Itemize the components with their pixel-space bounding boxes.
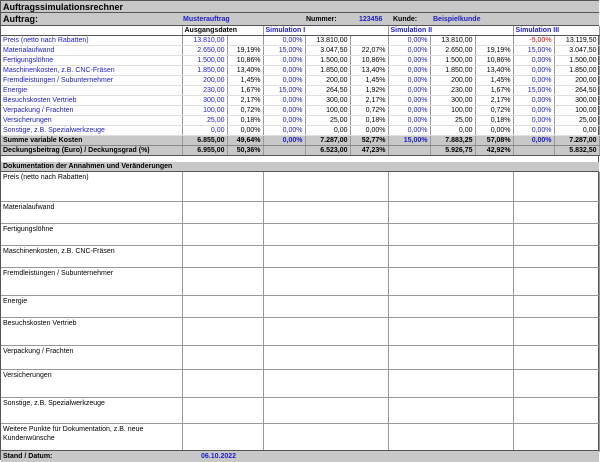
- cell-base-pct: 1,45%: [227, 76, 263, 86]
- cell-s2-pct[interactable]: 0,00%: [388, 86, 430, 96]
- cell-s3-pct[interactable]: 15,00%: [513, 46, 554, 56]
- doc-note-cell[interactable]: [182, 295, 263, 317]
- cell-s3-pct[interactable]: 0,00%: [513, 96, 554, 106]
- cell-label: Fremdleistungen / Subunternehmer: [1, 76, 182, 86]
- cell-s3-val: 1.850,00: [554, 66, 599, 76]
- cell-base-pct: [227, 36, 263, 46]
- doc-row: [1, 267, 599, 295]
- doc-item-label[interactable]: Fremdleistungen / Subunternehmer: [1, 267, 182, 295]
- db-base-pct: 50,36%: [227, 146, 263, 156]
- cell-s1-val: 264,50: [305, 86, 350, 96]
- doc-note-cell[interactable]: [182, 397, 263, 423]
- cell-label: Energie: [1, 86, 182, 96]
- header-simulation-1: Simulation I: [263, 26, 388, 36]
- cell-base[interactable]: 1.850,00: [182, 66, 227, 76]
- cell-label: Maschinenkosten, z.B. CNC-Fräsen: [1, 66, 182, 76]
- doc-note-cell[interactable]: [263, 397, 388, 423]
- cell-s2-val: 0,00: [430, 126, 475, 136]
- header-empty: [1, 26, 182, 36]
- cell-s2-pct[interactable]: 0,00%: [388, 66, 430, 76]
- header-simulation-3: Simulation III: [513, 26, 599, 36]
- cell-s2-pct[interactable]: 0,00%: [388, 96, 430, 106]
- cell-s2-share: 19,19%: [475, 46, 513, 56]
- sum-s1-val: 7.287,00: [305, 136, 350, 146]
- doc-note-cell[interactable]: [513, 201, 599, 223]
- nummer-value[interactable]: 123456: [359, 16, 383, 23]
- header-ausgangsdaten: Ausgangsdaten: [182, 26, 263, 36]
- cell-s3-pct[interactable]: -5,00%: [513, 36, 554, 46]
- cell-s1-share: 1,45%: [350, 76, 388, 86]
- cell-s2-pct[interactable]: 0,00%: [388, 116, 430, 126]
- cell-s2-share: 0,18%: [475, 116, 513, 126]
- doc-row: [1, 295, 599, 317]
- db-s2-empty: [388, 146, 430, 156]
- contribution-margin-row: [1, 146, 599, 156]
- cell-s1-share: 13,40%: [350, 66, 388, 76]
- cell-s2-share: 13,40%: [475, 66, 513, 76]
- cell-s2-share: 0,00%: [475, 126, 513, 136]
- cell-s3-val: 25,00: [554, 116, 599, 126]
- column-header-row: [1, 26, 599, 36]
- cell-s1-pct[interactable]: 0,00%: [263, 36, 305, 46]
- footer-date[interactable]: 06.10.2022: [201, 453, 237, 460]
- table-row: [1, 36, 599, 46]
- doc-note-cell[interactable]: [513, 317, 599, 345]
- doc-note-cell[interactable]: [182, 245, 263, 267]
- doc-note-cell[interactable]: [513, 295, 599, 317]
- table-row: [1, 106, 599, 116]
- doc-note-cell[interactable]: [182, 345, 263, 369]
- cell-s3-pct[interactable]: 0,00%: [513, 116, 554, 126]
- cell-s3-val: 200,00: [554, 76, 599, 86]
- cell-s2-val: 300,00: [430, 96, 475, 106]
- doc-note-cell[interactable]: [388, 397, 513, 423]
- cell-label: Materialaufwand: [1, 46, 182, 56]
- cell-s1-pct[interactable]: 0,00%: [263, 96, 305, 106]
- doc-item-label[interactable]: Materialaufwand: [1, 201, 182, 223]
- cell-s2-pct[interactable]: 0,00%: [388, 106, 430, 116]
- sum-s2-val: 7.883,25: [430, 136, 475, 146]
- doc-row: [1, 369, 599, 397]
- cell-s1-val: 1.500,00: [305, 56, 350, 66]
- doc-note-cell[interactable]: [263, 423, 388, 451]
- doc-row: [1, 423, 599, 451]
- doc-row: [1, 223, 599, 245]
- doc-note-cell[interactable]: [263, 223, 388, 245]
- cell-s2-val: 230,00: [430, 86, 475, 96]
- cell-base-pct: 10,86%: [227, 56, 263, 66]
- db-s2-share: 42,92%: [475, 146, 513, 156]
- doc-note-cell[interactable]: [182, 369, 263, 397]
- doc-note-cell[interactable]: [388, 317, 513, 345]
- doc-note-cell[interactable]: [388, 172, 513, 201]
- cell-base[interactable]: 230,00: [182, 86, 227, 96]
- documentation-table: [1, 172, 600, 452]
- cell-base[interactable]: 200,00: [182, 76, 227, 86]
- cell-s2-val: 25,00: [430, 116, 475, 126]
- doc-row: [1, 245, 599, 267]
- table-row: [1, 126, 599, 136]
- cell-base-pct: 2,17%: [227, 96, 263, 106]
- cell-base-pct: 1,67%: [227, 86, 263, 96]
- cell-base[interactable]: 300,00: [182, 96, 227, 106]
- cell-s2-val: 100,00: [430, 106, 475, 116]
- doc-note-cell[interactable]: [182, 423, 263, 451]
- cell-label: Besuchskosten Vertrieb: [1, 96, 182, 106]
- cell-s1-val: 300,00: [305, 96, 350, 106]
- cell-base[interactable]: 1.500,00: [182, 56, 227, 66]
- cell-base[interactable]: 2.650,00: [182, 46, 227, 56]
- cell-s1-pct[interactable]: 0,00%: [263, 76, 305, 86]
- doc-note-cell[interactable]: [263, 267, 388, 295]
- doc-item-label[interactable]: Sonstige, z.B. Spezialwerkzeuge: [1, 397, 182, 423]
- doc-note-cell[interactable]: [182, 317, 263, 345]
- auftrag-label: Auftrag:: [3, 14, 38, 24]
- doc-note-cell[interactable]: [263, 317, 388, 345]
- cell-s3-val: 0,00: [554, 126, 599, 136]
- sum-s2-pct: 15,00%: [388, 136, 430, 146]
- cell-s2-share: 2,17%: [475, 96, 513, 106]
- db-s1-share: 47,23%: [350, 146, 388, 156]
- kunde-value[interactable]: Beispielkunde: [433, 16, 481, 23]
- doc-note-cell[interactable]: [182, 201, 263, 223]
- cell-s3-val: 1.500,00: [554, 56, 599, 66]
- cell-s1-pct[interactable]: 15,00%: [263, 86, 305, 96]
- doc-note-cell[interactable]: [263, 345, 388, 369]
- cell-s2-share: 0,72%: [475, 106, 513, 116]
- cell-s1-share: 0,00%: [350, 126, 388, 136]
- doc-note-cell[interactable]: [388, 201, 513, 223]
- db-s3-empty: [513, 146, 554, 156]
- cell-s1-val: 100,00: [305, 106, 350, 116]
- doc-row: [1, 397, 599, 423]
- doc-note-cell[interactable]: [182, 172, 263, 201]
- cell-s3-val: 264,50: [554, 86, 599, 96]
- doc-note-cell[interactable]: [388, 345, 513, 369]
- cell-s1-share: 0,72%: [350, 106, 388, 116]
- doc-row: [1, 345, 599, 369]
- cell-s1-val: 3.047,50: [305, 46, 350, 56]
- cell-s3-pct[interactable]: 0,00%: [513, 56, 554, 66]
- cell-base-pct: 0,18%: [227, 116, 263, 126]
- cell-s3-pct[interactable]: 0,00%: [513, 126, 554, 136]
- sum-s2-share: 57,08%: [475, 136, 513, 146]
- cell-s2-pct[interactable]: 0,00%: [388, 126, 430, 136]
- doc-note-cell[interactable]: [263, 369, 388, 397]
- doc-item-label[interactable]: Versicherungen: [1, 369, 182, 397]
- cell-s2-share: 10,86%: [475, 56, 513, 66]
- cell-s2-val: 200,00: [430, 76, 475, 86]
- db-base: 6.955,00: [182, 146, 227, 156]
- header-simulation-2: Simulation II: [388, 26, 513, 36]
- cell-s2-share: [475, 36, 513, 46]
- db-s2-val: 5.926,75: [430, 146, 475, 156]
- cell-s2-pct[interactable]: 0,00%: [388, 36, 430, 46]
- doc-note-cell[interactable]: [513, 397, 599, 423]
- doc-row: [1, 317, 599, 345]
- cell-s1-share: [350, 36, 388, 46]
- db-s1-empty: [263, 146, 305, 156]
- table-row: [1, 46, 599, 56]
- db-s1-val: 6.523,00: [305, 146, 350, 156]
- doc-item-label[interactable]: Besuchskosten Vertrieb: [1, 317, 182, 345]
- doc-note-cell[interactable]: [388, 223, 513, 245]
- doc-note-cell[interactable]: [263, 245, 388, 267]
- doc-item-label[interactable]: Weitere Punkte für Dokumentation, z.B. neue Kundenwünsche: [1, 423, 182, 451]
- doc-note-cell[interactable]: [513, 423, 599, 451]
- cell-label: Fertigungslöhne: [1, 56, 182, 66]
- cell-s1-share: 22,07%: [350, 46, 388, 56]
- sum-s3-pct: 0,00%: [513, 136, 554, 146]
- sum-base-pct: 49,64%: [227, 136, 263, 146]
- sum-label: Summe variable Kosten: [1, 136, 182, 146]
- doc-note-cell[interactable]: [182, 267, 263, 295]
- cell-label: Versicherungen: [1, 116, 182, 126]
- doc-item-label[interactable]: Maschinenkosten, z.B. CNC-Fräsen: [1, 245, 182, 267]
- cell-base-pct: 0,00%: [227, 126, 263, 136]
- db-label: Deckungsbeitrag (Euro) / Deckungsgrad (%): [1, 146, 182, 156]
- doc-note-cell[interactable]: [388, 267, 513, 295]
- doc-note-cell[interactable]: [513, 345, 599, 369]
- cell-base[interactable]: 25,00: [182, 116, 227, 126]
- cell-s2-val: 1.500,00: [430, 56, 475, 66]
- cell-s1-pct[interactable]: 15,00%: [263, 46, 305, 56]
- cell-s2-val: 13.810,00: [430, 36, 475, 46]
- table-row: [1, 66, 599, 76]
- cell-base[interactable]: 13.810,00: [182, 36, 227, 46]
- order-header: [1, 13, 599, 26]
- sum-variable-costs-row: [1, 136, 599, 146]
- cell-base-pct: 0,72%: [227, 106, 263, 116]
- doc-note-cell[interactable]: [263, 172, 388, 201]
- cell-s3-pct[interactable]: 0,00%: [513, 76, 554, 86]
- cell-s1-val: 200,00: [305, 76, 350, 86]
- cell-s2-val: 2.650,00: [430, 46, 475, 56]
- table-row: [1, 76, 599, 86]
- cell-s2-share: 1,67%: [475, 86, 513, 96]
- calculation-table: [1, 26, 600, 156]
- cell-s3-pct[interactable]: 15,00%: [513, 86, 554, 96]
- cell-label: Verpackung / Frachten: [1, 106, 182, 116]
- doc-item-label[interactable]: Energie: [1, 295, 182, 317]
- cell-label: Sonstige, z.B. Spezialwerkzeuge: [1, 126, 182, 136]
- cell-s2-pct[interactable]: 0,00%: [388, 46, 430, 56]
- doc-note-cell[interactable]: [513, 267, 599, 295]
- cell-s3-pct[interactable]: 0,00%: [513, 106, 554, 116]
- cell-base-pct: 13,40%: [227, 66, 263, 76]
- footer-bar: [1, 450, 599, 462]
- db-s3-val: 5.832,50: [554, 146, 599, 156]
- cell-s1-val: 1.850,00: [305, 66, 350, 76]
- table-row: [1, 86, 599, 96]
- doc-item-label[interactable]: Preis (netto nach Rabatten): [1, 172, 182, 201]
- cell-s3-pct[interactable]: 0,00%: [513, 66, 554, 76]
- table-row: [1, 116, 599, 126]
- auftrag-value[interactable]: Musterauftrag: [183, 16, 230, 23]
- documentation-title: Dokumentation der Annahmen und Veränderungen: [1, 162, 599, 172]
- cell-s2-pct[interactable]: 0,00%: [388, 56, 430, 66]
- cell-s1-val: 13.810,00: [305, 36, 350, 46]
- doc-note-cell[interactable]: [513, 369, 599, 397]
- doc-row: [1, 172, 599, 201]
- cell-s3-val: 300,00: [554, 96, 599, 106]
- footer-label: Stand / Datum:: [3, 453, 53, 460]
- doc-note-cell[interactable]: [513, 172, 599, 201]
- cell-s1-val: 25,00: [305, 116, 350, 126]
- cell-base[interactable]: 0,00: [182, 126, 227, 136]
- doc-note-cell[interactable]: [513, 223, 599, 245]
- sum-base: 6.855,00: [182, 136, 227, 146]
- doc-note-cell[interactable]: [263, 201, 388, 223]
- doc-row: [1, 201, 599, 223]
- cell-s1-share: 0,18%: [350, 116, 388, 126]
- nummer-label: Nummer:: [306, 16, 337, 23]
- sum-s1-share: 52,77%: [350, 136, 388, 146]
- cell-base[interactable]: 100,00: [182, 106, 227, 116]
- sheet-title: Auftragssimulationsrechner: [1, 1, 599, 13]
- doc-note-cell[interactable]: [388, 423, 513, 451]
- cell-s3-val: 100,00: [554, 106, 599, 116]
- cell-s2-share: 1,45%: [475, 76, 513, 86]
- doc-item-label[interactable]: Verpackung / Frachten: [1, 345, 182, 369]
- doc-note-cell[interactable]: [263, 295, 388, 317]
- doc-note-cell[interactable]: [388, 245, 513, 267]
- cell-base-pct: 19,19%: [227, 46, 263, 56]
- cell-label: Preis (netto nach Rabatten): [1, 36, 182, 46]
- cell-s3-val: 13.119,50: [554, 36, 599, 46]
- kunde-label: Kunde:: [393, 16, 418, 23]
- sum-s3-val: 7.287,00: [554, 136, 599, 146]
- cell-s3-val: 3.047,50: [554, 46, 599, 56]
- cell-s2-pct[interactable]: 0,00%: [388, 76, 430, 86]
- table-row: [1, 96, 599, 106]
- cell-s1-pct[interactable]: 0,00%: [263, 106, 305, 116]
- cell-s1-pct[interactable]: 0,00%: [263, 56, 305, 66]
- cell-s1-share: 2,17%: [350, 96, 388, 106]
- cell-s1-share: 1,92%: [350, 86, 388, 96]
- doc-note-cell[interactable]: [182, 223, 263, 245]
- doc-note-cell[interactable]: [388, 369, 513, 397]
- sum-s1-pct: 0,00%: [263, 136, 305, 146]
- doc-note-cell[interactable]: [513, 245, 599, 267]
- cell-s2-val: 1.850,00: [430, 66, 475, 76]
- cell-s1-pct[interactable]: 0,00%: [263, 126, 305, 136]
- table-row: [1, 56, 599, 66]
- cell-s1-pct[interactable]: 0,00%: [263, 66, 305, 76]
- cell-s1-share: 10,86%: [350, 56, 388, 66]
- cell-s1-val: 0,00: [305, 126, 350, 136]
- cell-s1-pct[interactable]: 0,00%: [263, 116, 305, 126]
- doc-item-label[interactable]: Fertigungslöhne: [1, 223, 182, 245]
- doc-note-cell[interactable]: [388, 295, 513, 317]
